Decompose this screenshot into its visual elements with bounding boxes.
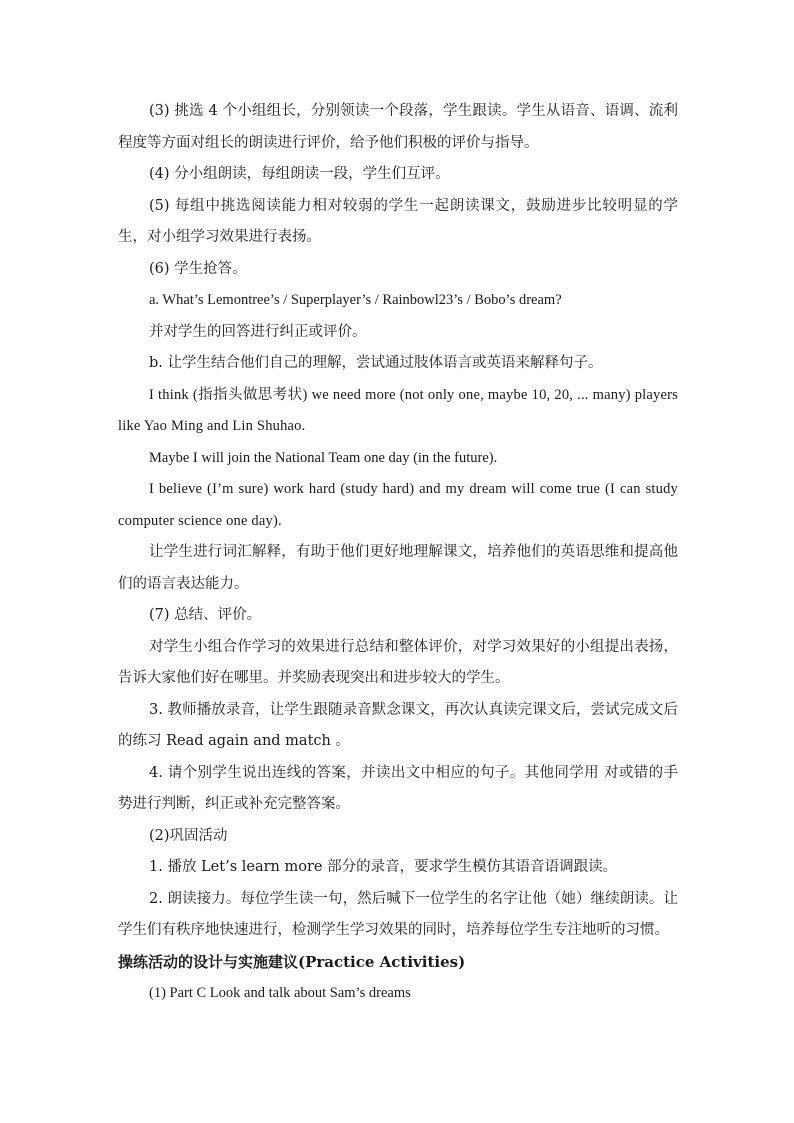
paragraph-step-5: (5) 每组中挑选阅读能力相对较弱的学生一起朗读课文，鼓励进步比较明显的学生，对小组学习效果进行表扬。 bbox=[118, 197, 678, 245]
paragraph-step-4: (4) 分小组朗读，每组朗读一段，学生们互评。 bbox=[149, 166, 450, 182]
paragraph-evaluation: 对学生小组合作学习的效果进行总结和整体评价，对学习效果好的小组提出表扬，告诉大家他们好在哪里。并奖励表现突出和进步较大的学生。 bbox=[118, 638, 678, 686]
section-heading-practice: 操练活动的设计与实施建议(Practice Activities) bbox=[118, 952, 466, 971]
paragraph-item-4: 4. 请个别学生说出连线的答案，并读出文中相应的句子。其他同学用 对或错的手势进行判断，纠正或补充完整答案。 bbox=[118, 764, 678, 812]
section-consolidation: (2)巩固活动 bbox=[149, 827, 228, 844]
practice-item-1: (1) Part C Look and talk about Sam’s dreams bbox=[149, 985, 411, 1001]
paragraph-step-3: (3) 挑选 4 个小组组长，分别领读一个段落，学生跟读。学生从语音、语调、流利程度等方面对组长的朗读进行评价，给予他们积极的评价与指导。 bbox=[118, 103, 678, 151]
paragraph-step-7: (7) 总结、评价。 bbox=[149, 607, 262, 623]
paragraph-item-3: 3. 教师播放录音，让学生跟随录音默念课文，再次认真读完课文后，尝试完成文后的练习 Read again and match 。 bbox=[118, 701, 678, 749]
paragraph-vocabulary: 让学生进行词汇解释，有助于他们更好地理解课文，培养他们的英语思维和提高他们的语言表达能力。 bbox=[118, 544, 678, 592]
question-b: b. 让学生结合他们自己的理解，尝试通过肢体语言或英语来解释句子。 bbox=[149, 355, 603, 371]
question-a: a. What’s Lemontree’s / Superplayer’s / Rainbowl23’s / Bobo’s dream? bbox=[149, 292, 562, 308]
consolidation-item-1: 1. 播放 Let’s learn more 部分的录音，要求学生模仿其语音语调跟读。 bbox=[149, 859, 618, 875]
paragraph-correction: 并对学生的回答进行纠正或评价。 bbox=[149, 323, 367, 340]
consolidation-item-2: 2. 朗读接力。每位学生读一句，然后喊下一位学生的名字让他（她）继续朗读。让学生们有秩序地快速进行，检测学生学习效果的同时，培养每位学生专注地听的习惯。 bbox=[118, 890, 678, 938]
example-sentence-1: I think (指指头做思考状) we need more (not only one, maybe 10, 20, ... many) players like Yao Ming and Lin Shuhao. bbox=[118, 386, 678, 434]
example-sentence-3: I believe (I’m sure) work hard (study hard) and my dream will come true (I can study computer science one day). bbox=[118, 481, 678, 529]
paragraph-step-6: (6) 学生抢答。 bbox=[149, 260, 247, 277]
document-body bbox=[118, 96, 678, 1010]
example-sentence-2: Maybe I will join the National Team one day (in the future). bbox=[149, 449, 498, 466]
